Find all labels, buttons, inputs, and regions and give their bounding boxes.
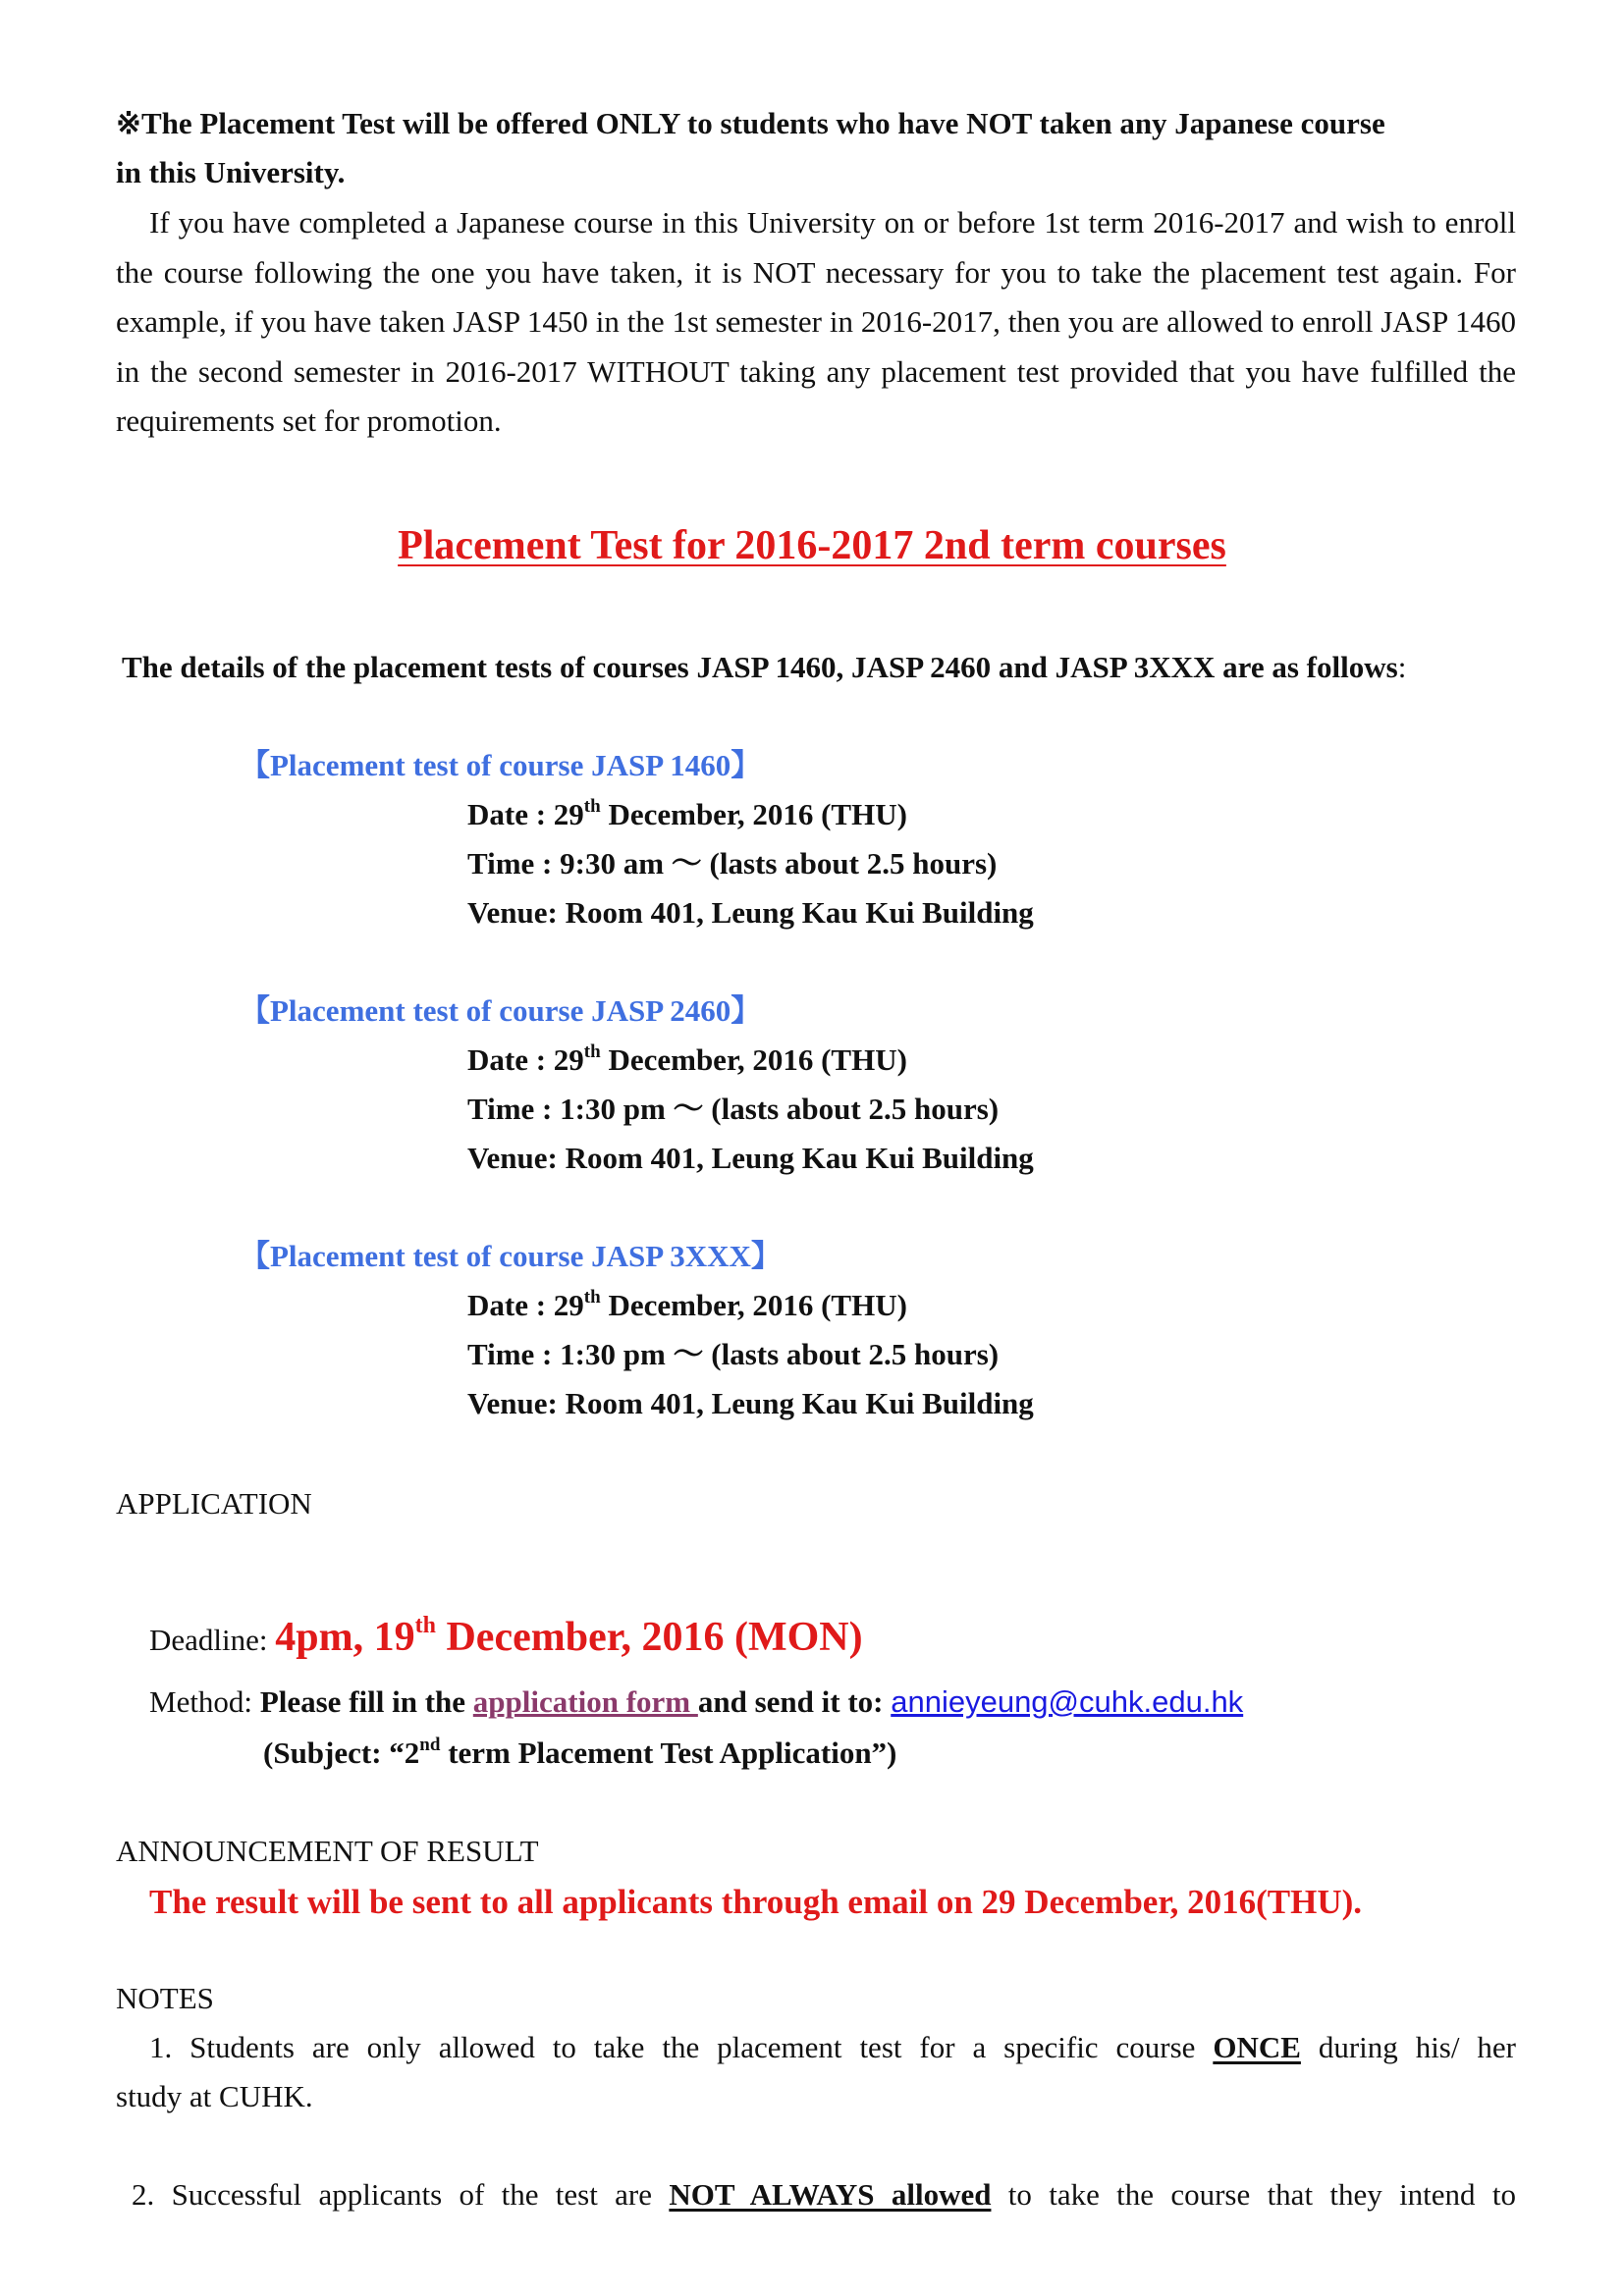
placement-notice-line1: ※The Placement Test will be offered ONLY to students who have NOT taken any Japanese course bbox=[116, 106, 1385, 140]
subject-sup: nd bbox=[419, 1735, 441, 1755]
test-venue-jasp3xxx: Venue: Room 401, Leung Kau Kui Building bbox=[467, 1386, 1034, 1420]
test-time-jasp1460: Time : 9:30 am ～ (lasts about 2.5 hours) bbox=[467, 846, 998, 881]
test-venue-jasp2460: Venue: Room 401, Leung Kau Kui Building bbox=[467, 1141, 1034, 1175]
date-sup: th bbox=[583, 1041, 601, 1062]
date-suffix: December, 2016 (THU) bbox=[600, 1288, 907, 1322]
test-heading-jasp1460: 【Placement test of course JASP 1460】 bbox=[240, 748, 762, 782]
test-date-jasp2460 bbox=[467, 1041, 907, 1080]
announcement-heading: ANNOUNCEMENT OF RESULT bbox=[116, 1834, 539, 1868]
page-title: Placement Test for 2016-2017 2nd term courses bbox=[398, 523, 1226, 568]
deadline-sup: th bbox=[414, 1613, 436, 1638]
note1-suffix: during his/ her bbox=[1300, 2030, 1516, 2064]
date-prefix: Date : 29 bbox=[467, 1042, 584, 1077]
date-suffix: December, 2016 (THU) bbox=[600, 1042, 907, 1077]
note2-prefix: 2. Successful applicants of the test are bbox=[132, 2177, 670, 2212]
deadline-label: Deadline: bbox=[149, 1623, 276, 1657]
test-heading-jasp2460: 【Placement test of course JASP 2460】 bbox=[240, 993, 762, 1028]
note2-suffix: to take the course that they intend to bbox=[991, 2177, 1516, 2212]
announcement-text: The result will be sent to all applicants through email on 29 December, 2016(THU). bbox=[149, 1883, 1363, 1921]
application-method bbox=[149, 1682, 1243, 1722]
note1-prefix: 1. Students are only allowed to take the placement test for a specific course bbox=[149, 2030, 1214, 2064]
details-intro-colon: : bbox=[1397, 650, 1407, 684]
application-form-link[interactable]: application form bbox=[472, 1684, 698, 1719]
placement-notice-line2: in this University. bbox=[116, 155, 346, 189]
application-deadline bbox=[149, 1610, 863, 1668]
method-text2: and send it to: bbox=[697, 1684, 892, 1719]
note-2 bbox=[132, 2175, 1516, 2215]
date-prefix: Date : 29 bbox=[467, 1288, 584, 1322]
test-date-jasp3xxx bbox=[467, 1286, 907, 1325]
date-prefix: Date : 29 bbox=[467, 797, 584, 831]
deadline-value bbox=[275, 1615, 862, 1660]
test-time-jasp3xxx: Time : 1:30 pm ～ (lasts about 2.5 hours) bbox=[467, 1337, 1000, 1371]
date-sup: th bbox=[583, 796, 601, 817]
date-suffix: December, 2016 (THU) bbox=[600, 797, 907, 831]
deadline-prefix: 4pm, 19 bbox=[275, 1615, 415, 1660]
notes-heading: NOTES bbox=[116, 1981, 214, 2015]
deadline-suffix: December, 2016 (MON) bbox=[435, 1615, 863, 1660]
test-venue-jasp1460: Venue: Room 401, Leung Kau Kui Building bbox=[467, 895, 1034, 930]
intro-paragraph: If you have completed a Japanese course in this University on or before 1st term 2016-2017 and wish to enroll the course following the one you have taken, it is NOT necessary for you to take the placement test again. For example, if you have taken JASP 1450 in the 1st semester in 2016-2017, then you are allowed to enroll JASP 1460 in the second semester in 2016-2017 WITHOUT taking any placement test provided that you have fulfilled the requirements set for promotion. bbox=[116, 205, 1516, 438]
method-label: Method: bbox=[149, 1684, 260, 1719]
note-1-line2: study at CUHK. bbox=[116, 2079, 313, 2113]
test-date-jasp1460 bbox=[467, 795, 907, 834]
method-text1: Please fill in the bbox=[259, 1684, 473, 1719]
application-subject bbox=[263, 1734, 896, 1773]
date-sup: th bbox=[583, 1287, 601, 1308]
test-heading-jasp3xxx: 【Placement test of course JASP 3XXX】 bbox=[240, 1239, 782, 1273]
subject-suffix: term Placement Test Application”) bbox=[440, 1735, 897, 1770]
details-intro bbox=[122, 648, 1406, 687]
application-heading: APPLICATION bbox=[116, 1486, 312, 1521]
note1-emph: ONCE bbox=[1213, 2030, 1301, 2064]
note2-emph: NOT ALWAYS allowed bbox=[669, 2177, 992, 2212]
note-1 bbox=[149, 2028, 1516, 2067]
test-time-jasp2460: Time : 1:30 pm ～ (lasts about 2.5 hours) bbox=[467, 1092, 1000, 1126]
email-link[interactable]: annieyeung@cuhk.edu.hk bbox=[891, 1684, 1244, 1719]
details-intro-text: The details of the placement tests of courses JASP 1460, JASP 2460 and JASP 3XXX are as follows bbox=[122, 650, 1398, 684]
subject-prefix: (Subject: “2 bbox=[263, 1735, 420, 1770]
